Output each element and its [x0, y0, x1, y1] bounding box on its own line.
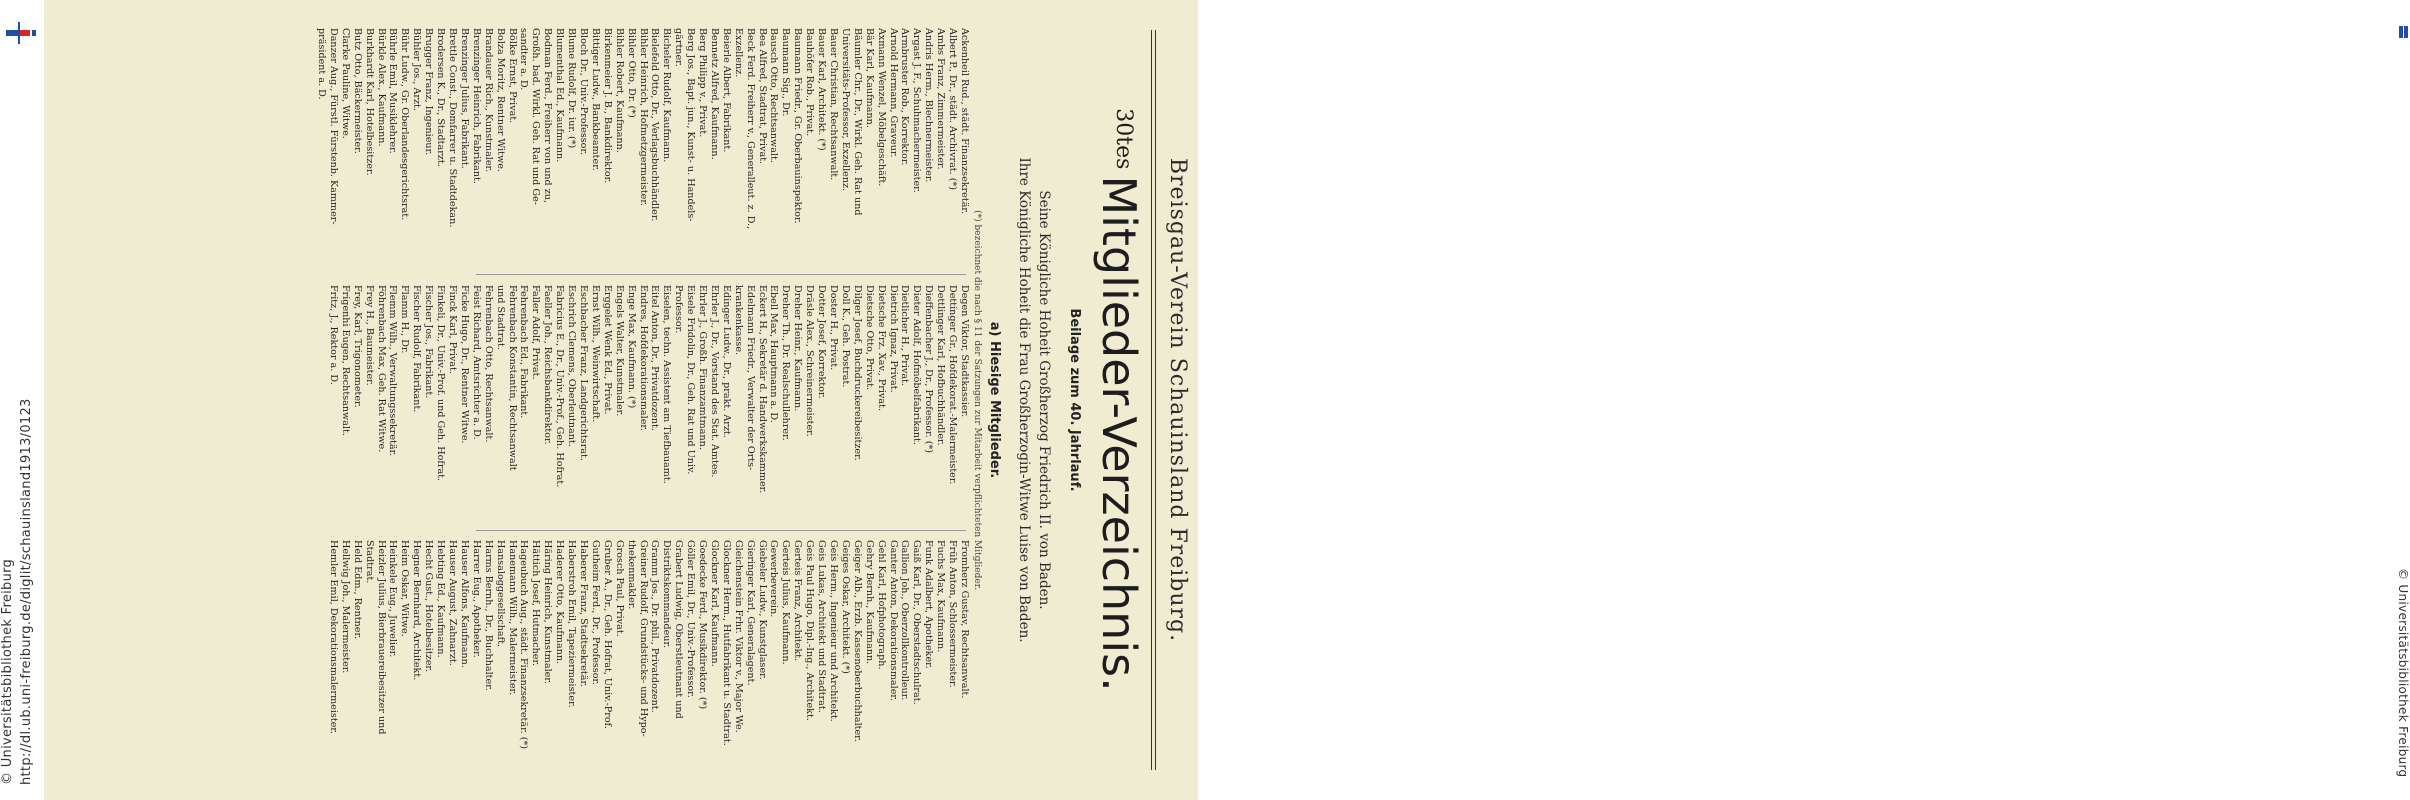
member-entry: Dieter Adolf, Hofmöbelfabrikant.	[911, 285, 923, 445]
member-entry: Andris Herm., Blechnermeister.	[923, 28, 935, 183]
member-entry: Hageubuch Aug., städt. Finanzsekretär. (*)	[518, 540, 530, 750]
member-entry: Geis Lukas, Architekt und Stadtrat.	[816, 540, 828, 713]
supplement-line: Beilage zum 40. Jahrlauf.	[1067, 308, 1082, 492]
member-entry: Birkenmeier J. B., Bankdirektor.	[601, 28, 613, 184]
member-entry: Faller Adolf, Privat.	[530, 285, 542, 380]
member-entry: Frigenhi Eugen, Rechtsanwalt.	[339, 285, 351, 436]
member-entry: Erggelet Wenk Ed., Privat.	[601, 285, 613, 415]
member-entry: Ficke Hugo, Dr., Rentner Witwe.	[458, 285, 470, 444]
member-entry: Bölke Ernst, Privat.	[506, 28, 518, 124]
member-entry: Bürkle Alex., Kaufmann.	[375, 28, 387, 147]
member-entry: Funk Adalbert, Apotheker.	[923, 540, 935, 669]
member-entry: Fuchs Max, Kaufmann.	[935, 540, 947, 653]
member-entry: Bolza Moritz, Rentner Witwe.	[494, 28, 506, 172]
member-entry: Held Edm., Rentner.	[351, 540, 363, 640]
title-text: Mitglieder-Verzeichnis.	[1092, 175, 1146, 692]
member-entry: Endres, Hofdekorationsmaler.	[637, 285, 649, 431]
member-entry: Goedecke Ferd., Musikdirektor. (*)	[697, 540, 709, 710]
member-entry: Butz Otto, Bäckermeister.	[351, 28, 363, 154]
member-entry: Fischer Rudolf, Fabrikant.	[411, 285, 423, 413]
member-entry: Föhrenbach Max, Geh. Rat Witwe.	[375, 285, 387, 453]
member-entry: Dettlinger Karl, Hofbuchhändler.	[935, 285, 947, 446]
member-entry: Geis Paul Hugo, Dipl.-Ing., Architekt.	[804, 540, 816, 721]
right-copyright-notice: © Universitätsbibliothek Freiburg	[2396, 568, 2410, 778]
rotated-page-content	[44, 0, 1198, 800]
member-entry: Berg Jos., Bapt. jun., Kunst- u. Handels-	[685, 28, 697, 222]
member-entry: Gaiß Karl, Dr., Oberstadtschulrat.	[911, 540, 923, 705]
member-entry: Grosch Paul, Privat.	[613, 540, 625, 637]
member-entry: Hebting Ed., Kaufmann.	[435, 540, 447, 658]
member-entry: Fromherz Gustav, Rechtsanwalt.	[959, 540, 970, 699]
member-entry: Burkhardt Karl, Hotelbesitzer.	[363, 28, 375, 176]
scanned-page	[44, 0, 1198, 800]
member-entry: Dreher Heinr., Kaufmann.	[792, 285, 804, 412]
column-divider	[476, 274, 966, 275]
member-entry: Baumann Sig., Dr.	[780, 28, 792, 117]
member-entry: Axmann Wenzel, Möbelgeschäft.	[875, 28, 887, 187]
page-title	[1092, 0, 1146, 800]
member-entry: Hauser Alfons, Kaufmann.	[458, 540, 470, 668]
footnote: (*) bezeichnet die nach § 11 der Satzungen zur Mitarbeit verpflichteten Mitglieder.	[972, 210, 982, 590]
member-entry: Fehrenbach Ed., Fabrikant.	[518, 285, 530, 419]
member-entry: Gruber A., Dr., Geh. Hofrat, Univ.-Prof.	[601, 540, 613, 729]
member-entry: Brettle Const., Domfarrer u. Stadtdekan.	[447, 28, 459, 228]
member-entry: Giebeler Ludw., Kunstglaser.	[756, 540, 768, 680]
member-entry: Bauhöfer Rob., Privat.	[804, 28, 816, 137]
member-entry: Bodman Ferd., Freiherr von und zu,	[542, 28, 554, 204]
member-entry: Bauer Karl, Architekt. (*)	[816, 28, 828, 151]
member-entry: Gehry Bernh., Kaufmann.	[863, 540, 875, 665]
member-entry: Eitel Anton, Dr., Privatdozent.	[649, 285, 661, 431]
member-entry: Flamm H., Dr.	[399, 285, 411, 354]
member-entry: Geiger Alb., Erzb. Kassenoberbuchhalter.	[851, 540, 863, 742]
member-entry: Bäumler Chr., Dr., Wirkl. Geh. Rat und	[851, 28, 863, 216]
member-entry: Dietlicher H., Privat.	[899, 285, 911, 386]
member-entry: Finkeli, Dr., Univ.-Prof. und Geh. Hofrat.	[435, 285, 447, 482]
member-entry: Faeller Joh., Reichsbankdirektor.	[542, 285, 554, 445]
edition-number: 30tes	[1111, 108, 1136, 170]
member-entry: Hecht Gust., Hotelbesitzer.	[423, 540, 435, 672]
member-entry: Danzer Aug., Fürstl. Fürstenb. Kammer-	[327, 28, 339, 225]
member-entry: Gerteis Franz, Architekt.	[792, 540, 804, 662]
member-entry: Dreher Th., Dr. Realschullehrer.	[780, 285, 792, 441]
member-entry: Eschrich Clemens, Oberleutnant.	[566, 285, 578, 447]
page-header: Breisgau-Verein Schauinsland Freiburg.	[1165, 157, 1190, 643]
member-entry: Ebell Max, Hauptmann a. D.	[768, 285, 780, 423]
member-entry: und Stadtrat.	[494, 285, 506, 350]
member-entry: Berg Philipp v., Privat.	[697, 28, 709, 138]
member-entry: Göller Emil, Dr., Univ.-Professor.	[685, 540, 697, 698]
member-entry: Dilger Josef, Buchdruckereibesitzer.	[851, 285, 863, 461]
member-entry: Bihler Heinrich, Hofmetzgermeister.	[637, 28, 649, 206]
source-url[interactable]: http://dl.ub.uni-freiburg.de/diglit/schauinsland1913/0123	[19, 398, 34, 785]
member-entry: Brugger Franz, Ingenieur.	[423, 28, 435, 156]
member-entry: Bauer Christian, Rechtsanwalt.	[828, 28, 840, 181]
member-entry: Bihler Otto, Dr. (*)	[625, 28, 637, 118]
member-entry: Ambs Franz, Zimmermeister.	[935, 28, 947, 170]
member-entry: Gehl Karl, Hofphotograph.	[875, 540, 887, 670]
member-entry: Greiner Rudolf, Grundstücks- und Hypo-	[637, 540, 649, 737]
royal-line-2: Ihre Königliche Hoheit die Frau Großherzogin-Witwe Luise von Baden.	[1016, 157, 1032, 643]
member-entry: Gewerbeverein.	[768, 540, 780, 618]
member-entry: Eckert H., Sekretär d. Handwerkskammer.	[756, 285, 768, 494]
member-entry: Geis Herm., Ingenieur und Architekt.	[828, 540, 840, 722]
member-entry: Doll K., Geh. Postrat.	[839, 285, 851, 388]
member-entry: Dräsle Alex., Schreinermeister.	[804, 285, 816, 437]
member-entry: Albert P., Dr., städt. Archivrat. (*)	[947, 28, 959, 191]
member-entry: Hellwig Joh., Malermeister.	[339, 540, 351, 674]
member-entry: Exzellenz.	[732, 28, 744, 78]
member-entry: Argast J. F., Schuhmachermeister.	[911, 28, 923, 193]
member-entry: Hansaloggesellschaft.	[494, 540, 506, 648]
member-entry: Fehrenbach Otto, Rechtsanwalt.	[482, 285, 494, 443]
header-rule	[1155, 30, 1156, 770]
member-entry: Bloch Dr., Univ.-Professor.	[578, 28, 589, 156]
member-entry: Bicheler Rudolf, Kaufmann.	[661, 28, 673, 163]
member-entry: Brenzinger Julius, Fabrikant.	[458, 28, 470, 169]
member-entry: Dietsche Otto, Privat.	[863, 285, 875, 391]
member-entry: Harrer Eug., Apotheker.	[470, 540, 482, 658]
member-entry: Professor.	[673, 285, 685, 334]
member-entry: Finck Karl, Privat.	[447, 285, 459, 374]
member-entry: Engels Walter, Kunstmaler.	[613, 285, 625, 417]
copyright-notice: © Universitätsbibliothek Freiburg	[0, 558, 15, 785]
member-entry: sandter a. D.	[518, 28, 530, 91]
member-entry: Bühler Jos., Arzt.	[411, 28, 423, 111]
member-entry: Haberer Franz, Stadtsekretär.	[578, 540, 589, 688]
member-entry: Edinger Ludw., Dr., prakt. Arzt.	[720, 285, 732, 438]
member-entry: Eschbacher Franz, Landgerichtsrat.	[578, 285, 589, 461]
member-entry: Gerteis Julius, Kaufmann.	[780, 540, 792, 665]
viewer-left-margin	[0, 0, 44, 800]
member-entry: Gutheim Ferd., Dr., Professor.	[589, 540, 601, 686]
member-entry: Häring Heinrich, Kunstmaler.	[542, 540, 554, 684]
member-entry: Hemler Emil, Dekorationsmalermeister.	[327, 540, 339, 734]
section-heading: a) Hiesige Mitglieder.	[987, 321, 1002, 479]
member-entry: Universitäts-Professor, Exzellenz.	[839, 28, 851, 192]
member-entry: Feist Richard, Amtsrichter a. D.	[470, 285, 482, 440]
member-entry: Stadtrat.	[363, 540, 375, 584]
member-entry: Enge Max, Kaufmann. (*)	[625, 285, 637, 409]
member-entry: Früh Anton, Schlossermeister.	[947, 540, 959, 688]
member-entry: Fabricius E., Dr., Univ.-Prof., Geh. Hofrat.	[554, 285, 566, 488]
member-entry: Beck Ferd. Freiherr v., Generalleut. z. D.,	[744, 28, 756, 230]
member-entry: Dietrich Ignaz, Privat.	[887, 285, 899, 393]
member-entry: Gallion Joh., Oberzollkontrolleur.	[899, 540, 911, 701]
member-entry: Bittiger Ludw., Bankbeamter.	[589, 28, 601, 171]
member-entry: Doster H., Privat.	[828, 285, 840, 371]
member-entry: Frey, Karl, Trigonometer.	[351, 285, 363, 408]
member-entry: Heim Oskar, Witwe.	[399, 540, 411, 637]
member-entry: Haderer Otto, Kaufmann.	[554, 540, 566, 665]
member-entry: Clarke Pauline, Witwe.	[339, 28, 351, 139]
member-entry: Glockner Karl, Kaufmann.	[708, 540, 720, 667]
member-entry: Flemm Wilh., Verwaltungssekretär.	[387, 285, 399, 457]
member-entry: Großh. bad. Wirkl. Geh. Rat und Ge-	[530, 28, 542, 205]
member-entry: Bennetz Alfred, Kaufmann.	[708, 28, 720, 160]
member-entry: Brandauer Rich., Kunstmaler.	[482, 28, 494, 173]
column-divider	[476, 530, 966, 531]
member-entry: Heinkele Eug., Juwelier.	[387, 540, 399, 658]
member-entry: Dietsche Frz. Xav., Privat.	[875, 285, 887, 412]
member-entry: Beierle Albert, Fabrikant.	[720, 28, 732, 153]
member-entry: Distriktskommandeur.	[661, 540, 673, 649]
member-entry: Frey H., Baumeister.	[363, 285, 375, 386]
member-entry: Bausch Otto, Rechtsanwalt.	[768, 28, 780, 163]
member-entry: Bihler Robert, Kaufmann.	[613, 28, 625, 153]
member-entry: Fischer Jos., Fabrikant.	[423, 285, 435, 399]
member-entry: Dieffenbacher J., Dr., Professor. (*)	[923, 285, 935, 454]
member-entry: Edelmann Friedr., Verwalter der Orts-	[744, 285, 756, 471]
member-entry: Grabert Ludwig, Oberstleutnant und	[673, 540, 685, 719]
member-entry: Ackenheil Rud., städt. Finanzsekretär.	[959, 28, 970, 214]
navigation-icon[interactable]	[6, 22, 36, 44]
member-entry: Fehrenbach Konstantin, Rechtsanwalt	[506, 285, 518, 471]
royal-line-1: Seine Königliche Hoheit Großherzog Friedrich II. von Baden.	[1036, 190, 1052, 610]
member-entry: Brodersen K., Dr., Stadtarzt.	[435, 28, 447, 167]
member-entry: präsident a. D.	[316, 28, 328, 100]
member-entry: Fritz, J., Rektor a. D.	[327, 285, 339, 385]
member-entry: Armbruster Rob., Korrektor.	[899, 28, 911, 166]
member-column-1	[315, 28, 970, 266]
member-entry: Baumann Friedr., Gr. Oberbauinspektor.	[792, 28, 804, 224]
member-entry: thekenmakler.	[625, 540, 637, 610]
member-entry: Blume Rudolf, Dr. iur. (*)	[566, 28, 578, 149]
member-entry: Eiselen, techn. Assistent am Tiefbauamt.	[661, 285, 673, 484]
member-entry: Glockner Herm., Hutfabrikant u. Stadtrat.	[720, 540, 732, 746]
member-entry: Bühr Ludw., Gr. Oberlandesgerichtsrat.	[399, 28, 411, 221]
member-entry: Dettinger Gr., Hofdekorat.-Malermeister.	[947, 285, 959, 485]
member-entry: krankenkasse.	[732, 285, 744, 356]
member-entry: Hanemann Wilh., Malermeister.	[506, 540, 518, 696]
member-entry: Gieringer Karl, Generalagent.	[744, 540, 756, 686]
navigation-icon-right[interactable]	[2397, 22, 2409, 42]
member-entry: Heizler Julius, Bierbrauereibesitzer und	[375, 540, 387, 735]
member-entry: Gramm Jos., Dr. phil., Privatdozent.	[649, 540, 661, 713]
header-rule-double	[1151, 30, 1152, 770]
member-entry: Ehrler J., Dr., Vorstand des Stat. Amtes.	[708, 285, 720, 478]
member-entry: Bea Alfred, Stadtrat, Privat.	[756, 28, 768, 165]
member-entry: Ernst Wilh., Weinwirtschaft.	[589, 285, 601, 423]
member-entry: Bührle Emil, Musiklehrer.	[387, 28, 399, 154]
member-entry: Degen Viktor, Stadtkassier.	[959, 285, 970, 418]
member-column-3	[327, 540, 970, 778]
member-entry: Ganter Anton, Dekorationsmaler.	[887, 540, 899, 701]
viewer-right-margin	[1198, 0, 2410, 800]
member-column-2	[327, 285, 970, 523]
member-entry: Bär Karl, Kaufmann.	[863, 28, 875, 128]
member-entry: Geiges Oskar, Architekt. (*)	[839, 540, 851, 674]
member-entry: Dotter Josef, Korrektor.	[816, 285, 828, 399]
member-entry: gärtner.	[673, 28, 685, 67]
member-entry: Eisele Fridolin, Dr., Geh. Rat und Univ.	[685, 285, 697, 475]
member-entry: Brenzinger Heinrich, Fabrikant.	[470, 28, 482, 184]
member-entry: Haberstroh Emil, Tapeziermeister.	[566, 540, 578, 708]
member-entry: Gleichenstein Frhr. Viktor v., Major We.	[732, 540, 744, 733]
member-entry: Ehrler J., Großh. Finanzamtmann.	[697, 285, 709, 450]
member-entry: Harms Bernh., Dr., Buchhalter.	[482, 540, 494, 691]
member-entry: Hauser August, Zahnarzt.	[447, 540, 459, 666]
member-entry: Bielefeld Otto, Dr., Verlagsbuchhändler.	[649, 28, 661, 222]
member-entry: Hättich Josef, Hutmacher.	[530, 540, 542, 667]
member-entry: Arnold Hermann, Graveur.	[887, 28, 899, 158]
member-entry: Hegner Bernhard, Architekt.	[411, 540, 423, 681]
member-entry: Blumenthal Ed., Kaufmann.	[554, 28, 566, 163]
